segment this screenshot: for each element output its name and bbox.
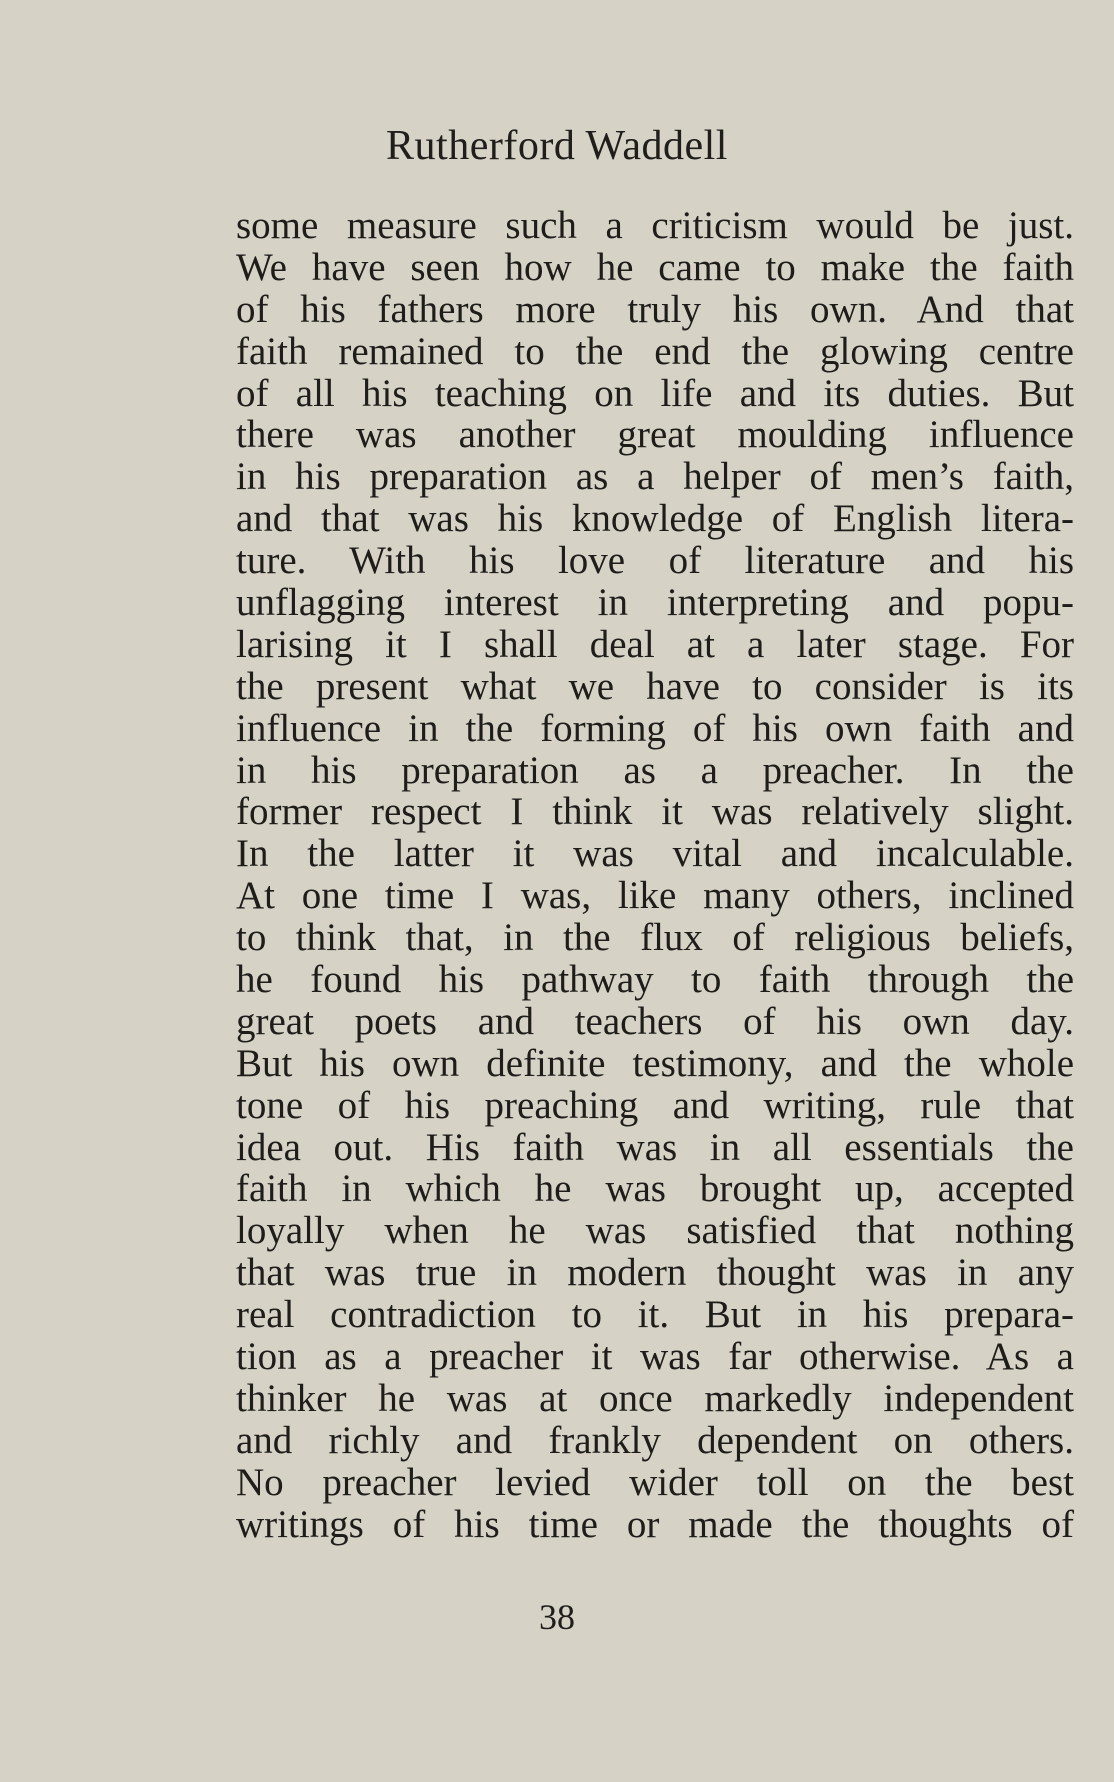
text-line: that was true in modern thought was in any — [236, 1251, 1074, 1295]
text-line: to think that, in the flux of religious beliefs, — [236, 916, 1074, 960]
text-line: idea out. His faith was in all essentials the — [236, 1125, 1074, 1169]
text-line: he found his pathway to faith through the — [236, 958, 1074, 1002]
text-line: influence in the forming of his own faith and — [236, 706, 1074, 750]
text-line: loyally when he was satisfied that nothing — [236, 1209, 1074, 1253]
text-line: of his fathers more truly his own. And that — [236, 287, 1074, 331]
text-line: real contradiction to it. But in his prepara- — [236, 1293, 1074, 1337]
text-line: in his preparation as a preacher. In the — [236, 748, 1074, 792]
text-line: larising it I shall deal at a later stage. For — [236, 622, 1074, 666]
running-title: Rutherford Waddell — [386, 123, 728, 169]
text-line: former respect I think it was relatively slight. — [236, 790, 1074, 834]
text-line: the present what we have to consider is its — [236, 664, 1074, 708]
text-line: unflagging interest in interpreting and popu- — [236, 581, 1074, 625]
text-line: and richly and frankly dependent on others. — [236, 1418, 1074, 1462]
text-line: tion as a preacher it was far otherwise. As a — [236, 1335, 1074, 1379]
text-line: We have seen how he came to make the faith — [236, 245, 1074, 289]
text-line: of all his teaching on life and its duties. But — [236, 371, 1074, 415]
text-line: No preacher levied wider toll on the best — [236, 1460, 1074, 1504]
text-line: But his own definite testimony, and the whole — [236, 1041, 1074, 1085]
text-line: some measure such a criticism would be just. — [236, 204, 1074, 247]
text-line: faith remained to the end the glowing centre — [236, 329, 1074, 373]
text-line: ture. With his love of literature and his — [236, 539, 1074, 583]
body-text — [236, 205, 1074, 1546]
text-line: there was another great moulding influence — [236, 413, 1074, 457]
text-line: great poets and teachers of his own day. — [236, 999, 1074, 1043]
text-line: in his preparation as a helper of men’s faith, — [236, 455, 1074, 499]
text-line: writings of his time or made the thoughts of — [236, 1502, 1074, 1546]
text-line: tone of his preaching and writing, rule that — [236, 1083, 1074, 1127]
text-line: At one time I was, like many others, inclined — [236, 874, 1074, 918]
text-line: In the latter it was vital and incalculable. — [236, 832, 1074, 876]
text-line: and that was his knowledge of English litera- — [236, 497, 1074, 541]
text-line: faith in which he was brought up, accepted — [236, 1167, 1074, 1211]
page-number: 38 — [539, 1597, 575, 1637]
text-line: thinker he was at once markedly independent — [236, 1376, 1074, 1420]
